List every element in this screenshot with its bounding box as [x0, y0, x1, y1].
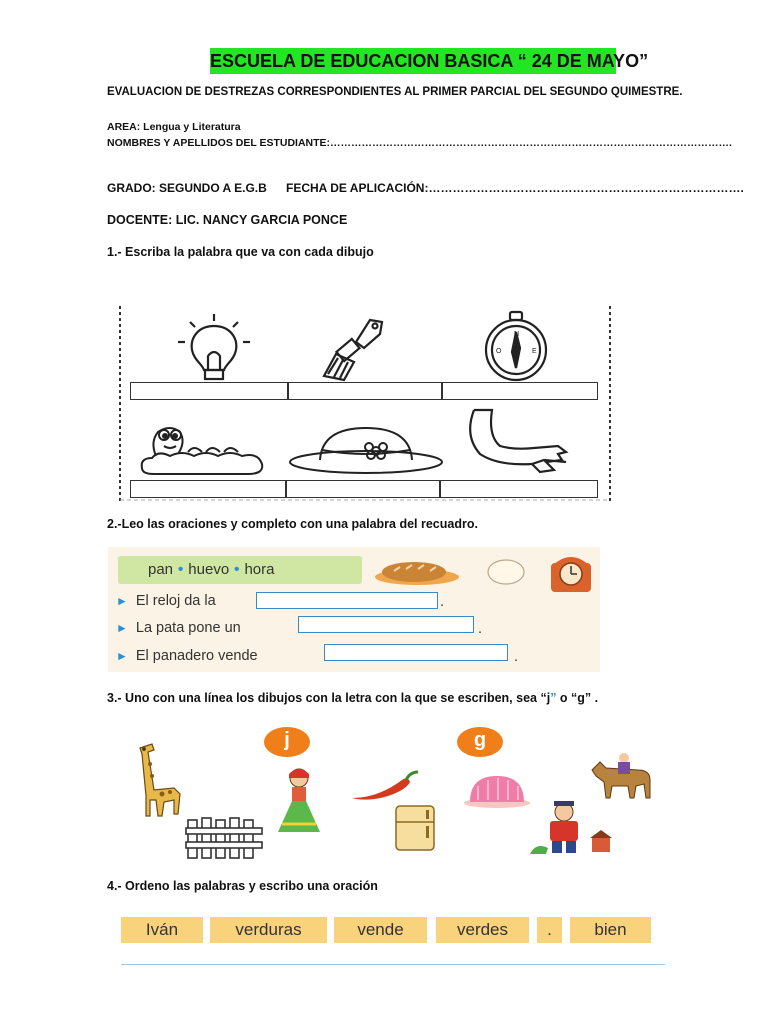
word-chip[interactable]: .: [537, 917, 562, 943]
word-chip[interactable]: verduras: [210, 917, 327, 943]
word-chip[interactable]: Iván: [121, 917, 203, 943]
question-3-text-end: o “g” .: [556, 691, 599, 705]
refrigerator-icon: [390, 802, 440, 854]
arm-icon: [462, 406, 570, 482]
arrow-icon: ►: [116, 594, 128, 608]
word-chip[interactable]: verdes: [436, 917, 529, 943]
sentence-row: [116, 593, 216, 609]
hat-icon: [286, 424, 446, 476]
blank-field[interactable]: [256, 592, 438, 609]
chili-pepper-icon: [348, 768, 420, 804]
student-name-line: NOMBRES Y APELLIDOS DEL ESTUDIANTE:…………………………………………………………………………………………………….: [107, 137, 732, 149]
word-bank-word: hora: [244, 561, 275, 578]
giraffe-icon: [130, 740, 186, 820]
sentence-row: [116, 620, 241, 636]
bread-icon: [374, 559, 460, 587]
sentence-row: [116, 648, 258, 664]
answer-box[interactable]: [440, 480, 598, 498]
word-chip[interactable]: vende: [334, 917, 427, 943]
svg-text:N: N: [514, 331, 520, 338]
sentence-text: El reloj da la: [135, 593, 216, 609]
light-bulb-icon: [174, 312, 254, 384]
question-4-instruction: 4.- Ordeno las palabras y escribo una oración: [107, 879, 378, 893]
answer-box[interactable]: [130, 480, 286, 498]
bullet-icon: •: [178, 561, 184, 578]
grade-label: GRADO: SEGUNDO A E.G.B: [107, 181, 267, 195]
egg-icon: [486, 559, 526, 585]
letter-j-badge: j: [264, 727, 310, 757]
question-3-instruction: [107, 691, 598, 705]
worm-icon: [136, 422, 270, 478]
question-2-instruction: 2.-Leo las oraciones y completo con una palabra del recuadro.: [107, 517, 478, 531]
school-title: ESCUELA DE EDUCACION BASICA “ 24 DE MAYO”: [210, 48, 616, 74]
answer-box[interactable]: [442, 382, 598, 400]
evaluation-heading: EVALUACION DE DESTREZAS CORRESPONDIENTES AL PRIMER PARCIAL DEL SEGUNDO QUIMESTRE.: [107, 86, 683, 98]
answer-box[interactable]: [286, 480, 440, 498]
arrow-icon: ►: [116, 649, 128, 663]
farmer-icon: [526, 798, 616, 858]
sentence-end: .: [478, 621, 483, 637]
svg-text:O: O: [496, 348, 502, 355]
fence-icon: [184, 810, 264, 860]
svg-text:E: E: [532, 348, 537, 355]
date-line: FECHA DE APLICACIÓN:…………………………………………………………………….: [286, 181, 744, 195]
sentence-text: La pata pone un: [135, 620, 241, 636]
letter-g-badge: g: [457, 727, 503, 757]
arrow-icon: ►: [116, 621, 128, 635]
picture-word-grid: [118, 306, 614, 502]
compass-icon: [476, 310, 556, 382]
sentence-end: .: [440, 594, 445, 610]
word-bank-word: huevo: [188, 561, 230, 578]
answer-box[interactable]: [288, 382, 442, 400]
sentence-completion-box: [108, 547, 600, 672]
question-3-mark: ”: [550, 691, 557, 705]
sentence-text: El panadero vende: [135, 648, 258, 664]
area-label: AREA: Lengua y Literatura: [107, 121, 241, 133]
clock-icon: [548, 553, 594, 593]
teacher-label: DOCENTE: LIC. NANCY GARCIA PONCE: [107, 213, 348, 227]
gypsy-girl-icon: [272, 766, 326, 838]
question-1-instruction: 1.- Escriba la palabra que va con cada dibujo: [107, 245, 374, 259]
jelly-icon: [462, 770, 532, 810]
word-chip[interactable]: bien: [570, 917, 651, 943]
answer-box[interactable]: [130, 382, 288, 400]
paintbrush-icon: [318, 314, 394, 382]
blank-field[interactable]: [324, 644, 508, 661]
sentence-end: .: [514, 649, 519, 665]
blank-field[interactable]: [298, 616, 474, 633]
question-3-text: 3.- Uno con una línea los dibujos con la letra con la que se escriben, sea “j: [107, 691, 551, 705]
bullet-icon: •: [234, 561, 240, 578]
word-bank-word: pan: [148, 561, 174, 578]
answer-line[interactable]: [121, 964, 665, 965]
word-bank: [118, 556, 362, 584]
horse-rider-icon: [584, 752, 656, 802]
